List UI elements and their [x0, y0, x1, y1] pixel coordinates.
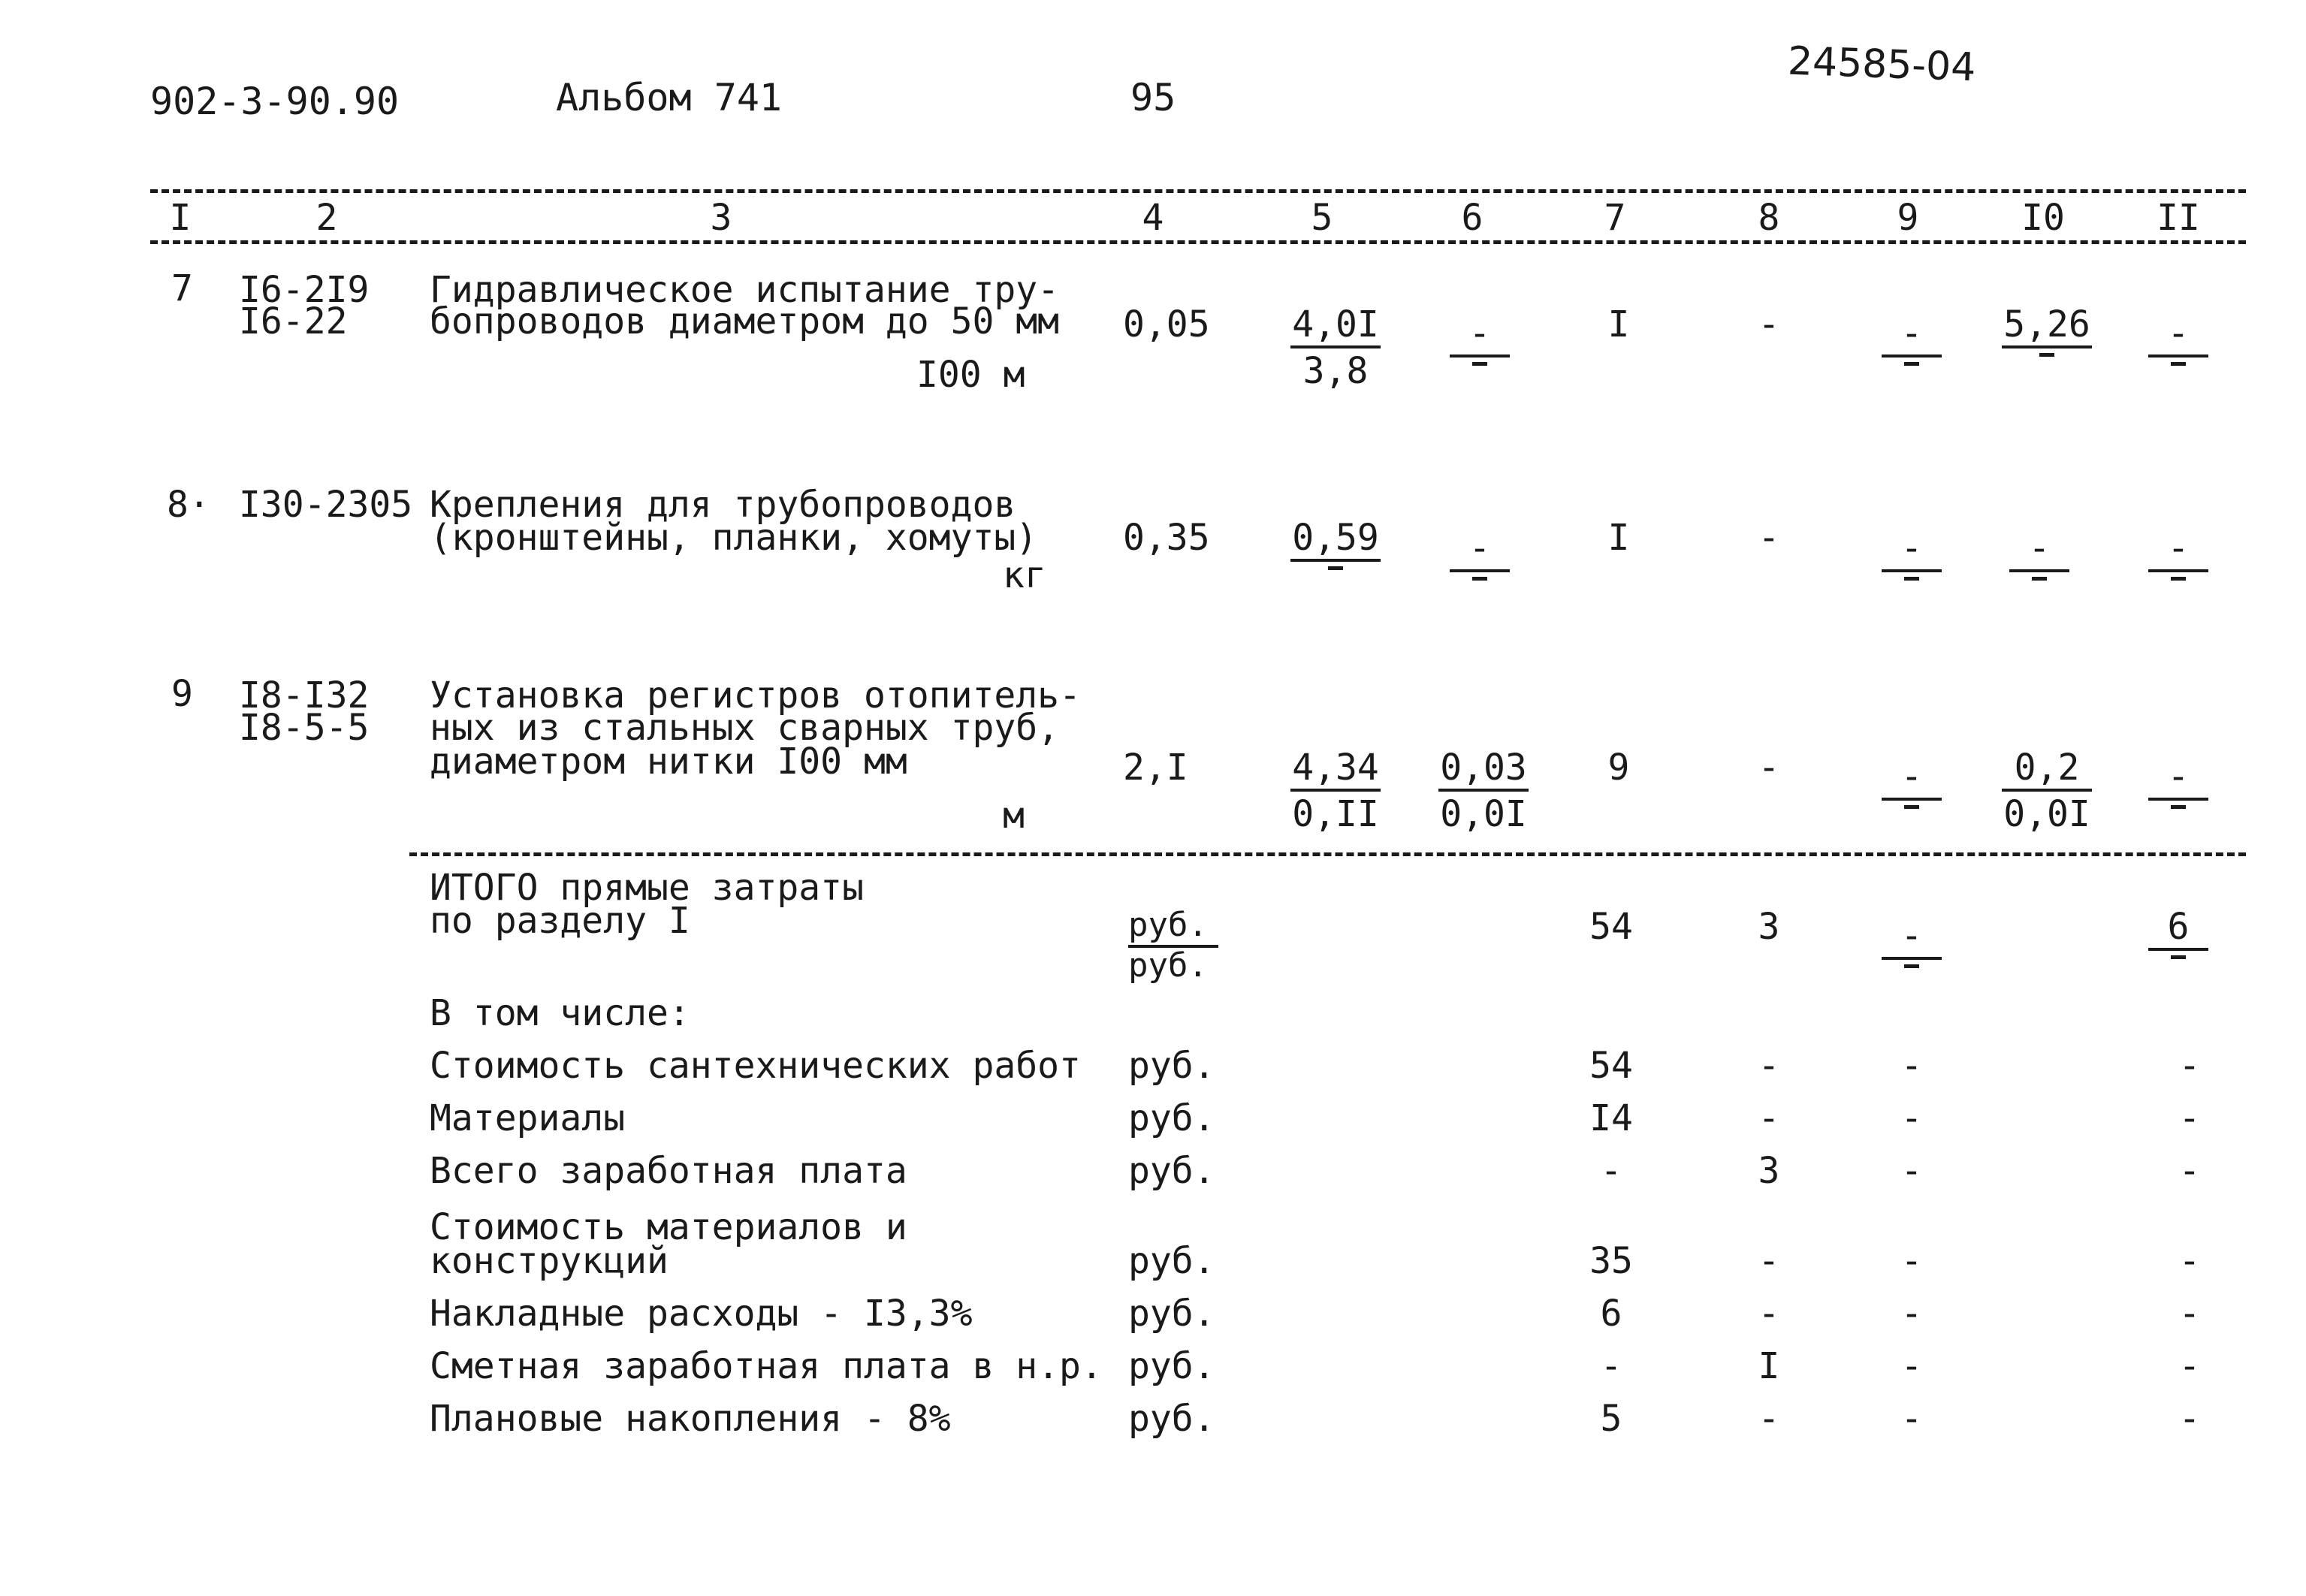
dash-mark — [2171, 577, 2186, 581]
breakdown-label: Стоимость сантехнических работ — [430, 1045, 1081, 1087]
value-fraction — [2002, 747, 2092, 835]
breakdown-unit: руб. — [1128, 1345, 1215, 1387]
dash-mark — [1472, 577, 1487, 581]
dash-fraction — [2148, 312, 2208, 366]
column-header: 6 — [1461, 197, 1484, 239]
breakdown-label: Накладные расходы - I3,3% — [430, 1293, 973, 1335]
work-description: Гидравлическое испытание тру- — [430, 269, 1060, 311]
value-cell: - — [1758, 1045, 1780, 1087]
breakdown-label: конструкций — [430, 1240, 669, 1282]
totals-title: ИТОГО прямые затраты — [430, 867, 864, 909]
breakdown-label: Стоимость материалов и — [430, 1206, 907, 1248]
dash-fraction — [1882, 527, 1942, 581]
measurement-unit: кг — [1003, 554, 1046, 596]
dash-mark — [2032, 577, 2047, 581]
value-cell: - — [1900, 1045, 1923, 1087]
breakdown-label: Материалы — [430, 1097, 626, 1139]
value-cell: - — [1758, 303, 1780, 345]
row-number: 9 — [171, 673, 193, 715]
column-header: 3 — [710, 197, 732, 239]
breakdown-unit: руб. — [1128, 1398, 1215, 1440]
value-cell: - — [2178, 1045, 2201, 1087]
dash-mark — [1904, 805, 1919, 809]
fraction-numerator: 4,34 — [1290, 750, 1381, 792]
totals-title: по разделу I — [430, 900, 690, 942]
value-cell: - — [2178, 1398, 2201, 1440]
fraction-numerator: - — [2148, 315, 2208, 358]
work-description: диаметром нитки I00 мм — [430, 741, 907, 783]
measurement-unit: м — [1003, 795, 1025, 837]
dash-mark — [2039, 353, 2054, 357]
value-cell: I — [1607, 303, 1630, 345]
value-cell: - — [1900, 1240, 1923, 1282]
dash-fraction — [1450, 312, 1510, 366]
row-number: 7 — [171, 267, 193, 309]
value-cell: - — [1758, 747, 1780, 789]
value-cell: - — [1900, 1097, 1923, 1139]
dash-mark — [1472, 362, 1487, 366]
fraction-denominator: 0,II — [1292, 793, 1379, 835]
fraction-numerator: - — [2148, 759, 2208, 801]
value-cell: 6 — [1600, 1293, 1622, 1335]
dash-mark — [1904, 964, 1919, 968]
dash-mark — [1904, 362, 1919, 366]
value-cell: 9 — [1607, 747, 1630, 789]
column-header: 4 — [1142, 197, 1164, 239]
fraction-numerator: - — [2009, 530, 2069, 572]
value-cell: - — [1900, 1293, 1923, 1335]
column-header: II — [2157, 197, 2200, 239]
value-cell: - — [1600, 1345, 1622, 1387]
fraction-numerator: 4,0I — [1290, 306, 1381, 348]
section-rule — [409, 852, 2246, 856]
work-description: Установка регистров отопитель- — [430, 674, 1081, 717]
quantity: 0,05 — [1123, 303, 1210, 345]
value-cell: 3 — [1758, 1150, 1780, 1192]
document-stamp-number: 24585-04 — [1787, 38, 1977, 91]
fraction-numerator: - — [1882, 315, 1942, 358]
header-bottom-rule — [150, 240, 2246, 244]
fraction-numerator: 5,26 — [2002, 306, 2092, 348]
column-header: 8 — [1758, 197, 1780, 239]
dash-fraction — [1882, 756, 1942, 809]
dash-mark — [1328, 566, 1343, 570]
dash-mark — [2171, 955, 2186, 959]
value-fraction — [2148, 906, 2208, 959]
value-cell: - — [1758, 1293, 1780, 1335]
rate-code: I8-I32 — [239, 674, 370, 717]
breakdown-label: Плановые накопления - 8% — [430, 1398, 951, 1440]
breakdown-unit: руб. — [1128, 1097, 1215, 1139]
fraction-numerator: - — [1882, 530, 1942, 572]
fraction-denominator: 3,8 — [1302, 350, 1369, 392]
work-description: Крепления для трубопроводов — [430, 484, 1016, 526]
quantity: 0,35 — [1123, 517, 1210, 559]
work-description: ных из стальных сварных труб, — [430, 707, 1060, 749]
totals-unit-fraction — [1128, 906, 1218, 985]
fraction-denominator: 0,0I — [1440, 793, 1527, 835]
fraction-denominator: 0,0I — [2003, 793, 2090, 835]
value-cell: - — [1900, 1150, 1923, 1192]
value-cell: - — [1758, 517, 1780, 559]
column-header: 5 — [1311, 197, 1333, 239]
work-description: бопроводов диаметром до 50 мм — [430, 300, 1060, 342]
unit-cost-fraction — [1290, 303, 1381, 392]
document-code: 902-3-90.90 — [150, 80, 400, 123]
value-cell: I — [1607, 517, 1630, 559]
fraction-numerator: 0,59 — [1290, 520, 1381, 562]
dash-mark — [2171, 362, 2186, 366]
rate-code: I6-22 — [239, 300, 348, 342]
work-description: (кронштейны, планки, хомуты) — [430, 517, 1038, 559]
value-cell: - — [1758, 1398, 1780, 1440]
value-cell: - — [1900, 1345, 1923, 1387]
column-header: 2 — [315, 197, 338, 239]
fraction-numerator: руб. — [1128, 909, 1218, 948]
value-cell: - — [2178, 1150, 2201, 1192]
unit-cost-fraction — [1290, 517, 1381, 570]
including-label: В том числе: — [430, 992, 690, 1034]
value-cell: 54 — [1589, 1045, 1633, 1087]
breakdown-unit: руб. — [1128, 1240, 1215, 1282]
dash-fraction — [2009, 527, 2069, 581]
breakdown-unit: руб. — [1128, 1293, 1215, 1335]
fraction-numerator: - — [1450, 315, 1510, 358]
column-header: 7 — [1604, 197, 1626, 239]
row-number: 8· — [167, 484, 210, 526]
value-fraction — [1438, 747, 1529, 835]
table-top-rule — [150, 189, 2246, 193]
dash-fraction — [1882, 312, 1942, 366]
value-cell: - — [1758, 1240, 1780, 1282]
unit-cost-fraction — [1290, 747, 1381, 835]
fraction-numerator: 6 — [2148, 909, 2208, 951]
dash-fraction — [2148, 756, 2208, 809]
column-header: 9 — [1897, 197, 1919, 239]
value-cell: - — [1600, 1150, 1622, 1192]
fraction-numerator: 0,2 — [2002, 750, 2092, 792]
value-cell: 3 — [1758, 906, 1780, 948]
value-cell: - — [2178, 1240, 2201, 1282]
fraction-numerator: - — [1882, 759, 1942, 801]
value-cell: - — [1900, 1398, 1923, 1440]
value-cell: I4 — [1589, 1097, 1633, 1139]
value-cell: - — [2178, 1097, 2201, 1139]
rate-code: I6-2I9 — [239, 269, 370, 311]
column-header: I0 — [2021, 197, 2065, 239]
fraction-numerator: 0,03 — [1438, 750, 1529, 792]
dash-fraction — [1450, 527, 1510, 581]
breakdown-label: Всего заработная плата — [430, 1150, 907, 1192]
value-cell: I — [1758, 1345, 1780, 1387]
dash-fraction — [2148, 527, 2208, 581]
value-cell: 35 — [1589, 1240, 1633, 1282]
fraction-numerator: - — [1450, 530, 1510, 572]
measurement-unit: I00 м — [916, 354, 1025, 396]
rate-code: I30-2305 — [239, 484, 413, 526]
rate-code: I8-5-5 — [239, 707, 370, 749]
value-cell: 5 — [1600, 1398, 1622, 1440]
value-cell: - — [2178, 1293, 2201, 1335]
value-cell: 54 — [1589, 906, 1633, 948]
breakdown-unit: руб. — [1128, 1150, 1215, 1192]
value-cell: - — [1758, 1097, 1780, 1139]
fraction-denominator: руб. — [1128, 946, 1208, 985]
value-cell: - — [2178, 1345, 2201, 1387]
dash-fraction — [1882, 915, 1942, 968]
fraction-numerator: - — [1882, 918, 1942, 960]
breakdown-label: Сметная заработная плата в н.р. — [430, 1345, 1103, 1387]
fraction-numerator: - — [2148, 530, 2208, 572]
value-fraction — [2002, 303, 2092, 357]
quantity: 2,I — [1123, 747, 1188, 789]
album-label: Альбом 741 — [556, 76, 783, 119]
page-number: 95 — [1130, 76, 1176, 119]
breakdown-unit: руб. — [1128, 1045, 1215, 1087]
column-header: I — [169, 197, 192, 239]
dash-mark — [2171, 805, 2186, 809]
dash-mark — [1904, 577, 1919, 581]
